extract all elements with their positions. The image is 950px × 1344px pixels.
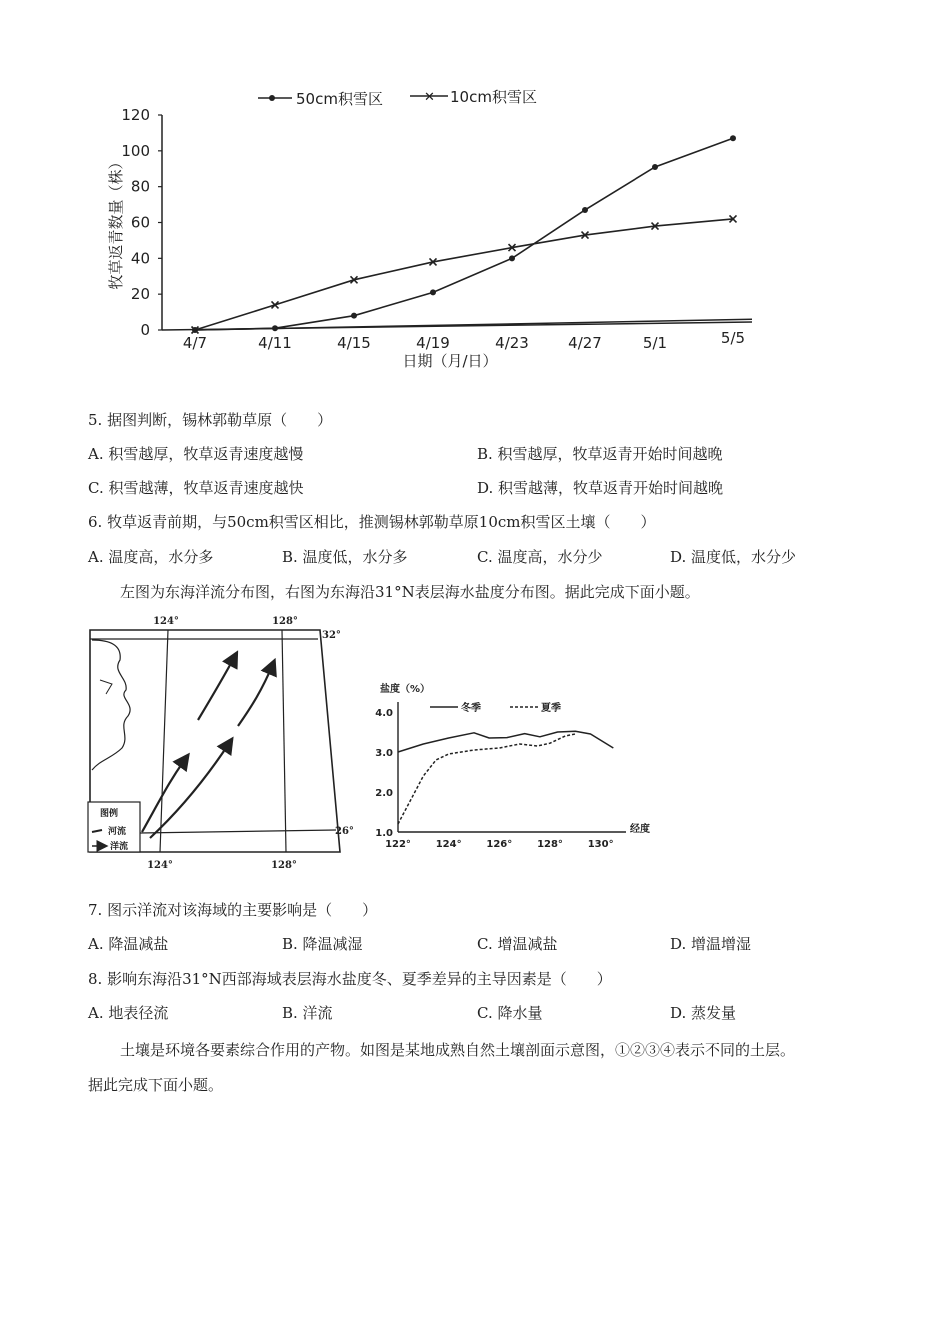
label-lon-124-top: 124° — [153, 616, 179, 627]
coastline-detail — [100, 680, 112, 694]
question-8-option-c[interactable]: C. 降水量 — [477, 1004, 543, 1022]
salinity-x-tick-label: 124° — [435, 839, 462, 850]
series-50cm-point — [582, 207, 588, 213]
x-tick-label: 5/1 — [642, 334, 668, 352]
question-5-option-b[interactable]: B. 积雪越厚，牧草返青开始时间越晚 — [477, 445, 723, 463]
salinity-chart — [365, 675, 665, 860]
question-7-option-b[interactable]: B. 降温减湿 — [282, 935, 363, 953]
current-arrow-1a — [142, 758, 186, 832]
question-7-option-d[interactable]: D. 增温增湿 — [670, 935, 752, 953]
x-axis-title: 日期（月/日） — [402, 352, 498, 370]
y-tick-label: 20 — [130, 285, 150, 304]
legend-50cm-marker — [269, 95, 275, 101]
coastline — [92, 640, 130, 770]
series-50cm-point — [351, 313, 357, 319]
legend-winter-label: 冬季 — [461, 703, 481, 714]
label-lon-128-top: 128° — [272, 616, 298, 627]
map-legend-river: 河流 — [108, 827, 127, 837]
salinity-x-tick-label: 128° — [537, 839, 563, 850]
lon-128-line — [282, 630, 286, 852]
series-10cm-line — [195, 219, 733, 330]
grass-greening-chart — [95, 80, 775, 380]
salinity-y-tick-label: 2.0 — [375, 788, 393, 799]
question-5-option-c[interactable]: C. 积雪越薄，牧草返青速度越快 — [88, 479, 304, 497]
series-50cm-point — [730, 135, 736, 141]
question-7-stem: 7. 图示洋流对该海域的主要影响是（ ） — [88, 901, 378, 919]
label-lon-124-bottom: 124° — [147, 860, 173, 871]
y-tick-label: 80 — [130, 177, 150, 196]
question-5-option-d[interactable]: D. 积雪越薄，牧草返青开始时间越晚 — [477, 479, 724, 497]
label-lat-32: 32° — [322, 630, 341, 641]
salinity-y-tick-label: 3.0 — [375, 748, 393, 759]
series-50cm-point — [430, 289, 436, 295]
y-tick-label: 0 — [140, 321, 150, 339]
intro-soil-line2: 据此完成下面小题。 — [88, 1076, 224, 1094]
current-arrow-2b — [238, 664, 273, 726]
question-6-stem: 6. 牧草返青前期，与50cm积雪区相比，推测锡林郭勒草原10cm积雪区土壤（ ） — [88, 513, 656, 531]
salinity-x-tick-label: 122° — [385, 839, 411, 850]
salinity-x-tick-label: 126° — [486, 839, 513, 850]
salinity-x-tick-label: 130° — [587, 839, 614, 850]
lon-124-line — [160, 630, 168, 852]
series-50cm-point — [272, 325, 278, 331]
legend-10cm-label: 10cm积雪区 — [450, 88, 537, 106]
salinity-y-tick-label: 4.0 — [375, 708, 393, 719]
label-lat-26: 26° — [335, 826, 354, 837]
y-tick-label: 120 — [121, 106, 150, 124]
winter-salinity-line — [398, 731, 613, 752]
question-7-option-a[interactable]: A. 降温减盐 — [88, 935, 169, 953]
east-china-sea-current-map — [85, 612, 354, 874]
question-7-option-c[interactable]: C. 增温减盐 — [477, 935, 558, 953]
label-lon-128-bottom: 128° — [271, 860, 297, 871]
legend-10cm-marker: ✕ — [424, 90, 435, 105]
x-tick-label: 4/15 — [337, 334, 371, 352]
salinity-y-title: 盐度（%） — [380, 684, 431, 695]
legend-summer-label: 夏季 — [541, 703, 561, 714]
salinity-y-tick-label: 1.0 — [375, 828, 393, 839]
x-tick-label: 5/5 — [720, 329, 746, 347]
map-legend-current: 洋流 — [110, 842, 129, 852]
map-legend-title: 图例 — [100, 809, 119, 819]
x-tick-label: 4/7 — [182, 334, 208, 352]
summer-salinity-line — [398, 734, 575, 824]
question-8-option-a[interactable]: A. 地表径流 — [88, 1004, 169, 1022]
question-8-option-b[interactable]: B. 洋流 — [282, 1004, 333, 1022]
series-50cm-point — [652, 164, 658, 170]
question-6-option-a[interactable]: A. 温度高，水分多 — [88, 548, 214, 566]
intro-soil-line1: 土壤是环境各要素综合作用的产物。如图是某地成熟自然土壤剖面示意图，①②③④表示不同的土层。 — [120, 1041, 796, 1059]
question-8-option-d[interactable]: D. 蒸发量 — [670, 1004, 737, 1022]
lat-26-line — [140, 830, 336, 833]
question-8-stem: 8. 影响东海沿31°N西部海域表层海水盐度冬、夏季差异的主导因素是（ ） — [88, 970, 612, 988]
x-tick-label: 4/11 — [258, 334, 292, 352]
question-6-option-b[interactable]: B. 温度低，水分多 — [282, 548, 408, 566]
x-tick-label: 4/19 — [416, 334, 450, 352]
intro-ocean: 左图为东海洋流分布图，右图为东海沿31°N表层海水盐度分布图。据此完成下面小题。 — [120, 583, 700, 601]
y-tick-label: 60 — [130, 213, 150, 232]
x-tick-label: 4/23 — [495, 334, 529, 352]
y-axis-title: 牧草返青数量（株） — [107, 154, 125, 290]
question-5-stem: 5. 据图判断，锡林郭勒草原（ ） — [88, 411, 333, 429]
y-tick-label: 40 — [130, 249, 150, 268]
current-arrow-1b — [198, 656, 235, 720]
question-6-option-d[interactable]: D. 温度低，水分少 — [670, 548, 797, 566]
salinity-x-title: 经度 — [630, 824, 650, 835]
legend-50cm-label: 50cm积雪区 — [296, 90, 383, 108]
x-tick-label: 4/27 — [568, 334, 602, 352]
question-5-option-a[interactable]: A. 积雪越厚，牧草返青速度越慢 — [88, 445, 304, 463]
series-50cm-point — [509, 255, 515, 261]
question-6-option-c[interactable]: C. 温度高，水分少 — [477, 548, 603, 566]
y-tick-label: 100 — [121, 141, 150, 160]
